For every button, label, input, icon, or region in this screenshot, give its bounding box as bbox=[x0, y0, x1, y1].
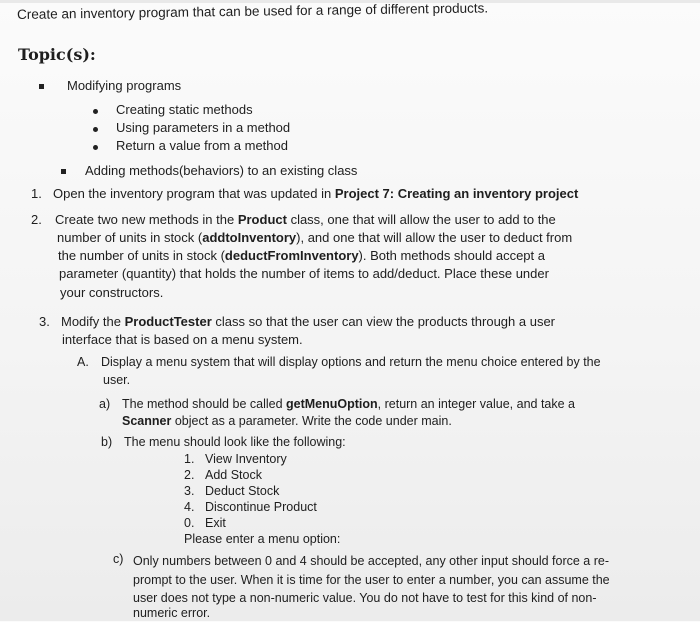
menu-item-add-stock: Add Stock bbox=[205, 468, 262, 482]
topic-modifying: Modifying programs bbox=[67, 78, 182, 93]
step-3-line-2: interface that is based on a menu system. bbox=[62, 332, 303, 347]
subtopic-2: Using parameters in a method bbox=[116, 120, 291, 135]
step-3-number: 3. bbox=[39, 314, 50, 329]
menu-item-number: 2. bbox=[184, 468, 195, 482]
menu-item-number: 3. bbox=[184, 484, 195, 498]
step-1-number: 1. bbox=[31, 186, 42, 201]
step-2-number: 2. bbox=[31, 212, 42, 227]
menu-item-view-inventory: View Inventory bbox=[205, 452, 287, 466]
step-a-label: A. bbox=[77, 355, 89, 369]
round-bullet-icon bbox=[93, 109, 98, 114]
step-a-line-2: user. bbox=[103, 373, 131, 387]
substep-a-line-2: Scanner object as a parameter. Write the code under main. bbox=[122, 414, 452, 428]
step-2-line-4: parameter (quantity) that holds the number of items to add/deduct. Place these under bbox=[59, 266, 549, 281]
substep-b-line-1: The menu should look like the following: bbox=[124, 435, 346, 449]
menu-item-number: 4. bbox=[184, 500, 195, 514]
menu-item-deduct-stock: Deduct Stock bbox=[205, 484, 280, 498]
substep-c-line-2: prompt to the user. When it is time for the user to enter a number, you can assume the bbox=[133, 573, 610, 587]
step-1-text: Open the inventory program that was updated in Project 7: Creating an inventory project bbox=[53, 186, 579, 201]
subtopic-1: Creating static methods bbox=[116, 102, 253, 117]
step-3-line-1: Modify the ProductTester class so that the user can view the products through a user bbox=[61, 314, 556, 329]
subtopic-3: Return a value from a method bbox=[116, 138, 288, 153]
step-2-line-1: Create two new methods in the Product class, one that will allow the user to add to the bbox=[55, 212, 556, 227]
substep-c-line-3: user does not type a non-numeric value. You do not have to test for this kind of non- bbox=[133, 591, 597, 605]
step-a-line-1: Display a menu system that will display options and return the menu choice entered by the bbox=[101, 355, 601, 369]
round-bullet-icon bbox=[93, 127, 98, 132]
step-2-line-2: number of units in stock (addtoInventory), and one that will allow the user to deduct from bbox=[57, 230, 573, 245]
topic-adding: Adding methods(behaviors) to an existing class bbox=[85, 163, 358, 178]
step-2-line-3: the number of units in stock (deductFromInventory). Both methods should accept a bbox=[58, 248, 545, 263]
menu-item-number: 1. bbox=[184, 452, 195, 466]
substep-b-label: b) bbox=[101, 435, 113, 449]
menu-item-number: 0. bbox=[184, 516, 195, 530]
topics-heading: Topic(s): bbox=[18, 45, 96, 64]
intro-text: Create an inventory program that can be used for a range of different products. bbox=[17, 0, 489, 22]
square-bullet-icon bbox=[61, 169, 66, 174]
substep-a-line-1: The method should be called getMenuOption, return an integer value, and take a bbox=[122, 397, 576, 411]
substep-c-label: c) bbox=[113, 552, 124, 566]
menu-item-discontinue-product: Discontinue Product bbox=[205, 500, 317, 514]
square-bullet-icon bbox=[39, 84, 44, 89]
menu-item-exit: Exit bbox=[205, 516, 226, 530]
menu-prompt: Please enter a menu option: bbox=[184, 532, 341, 546]
substep-a-label: a) bbox=[99, 397, 111, 411]
step-2-line-5: your constructors. bbox=[60, 285, 164, 300]
substep-c-line-1: Only numbers between 0 and 4 should be accepted, any other input should force a re- bbox=[133, 554, 609, 568]
substep-c-line-4: numeric error. bbox=[133, 606, 211, 620]
round-bullet-icon bbox=[93, 145, 98, 150]
